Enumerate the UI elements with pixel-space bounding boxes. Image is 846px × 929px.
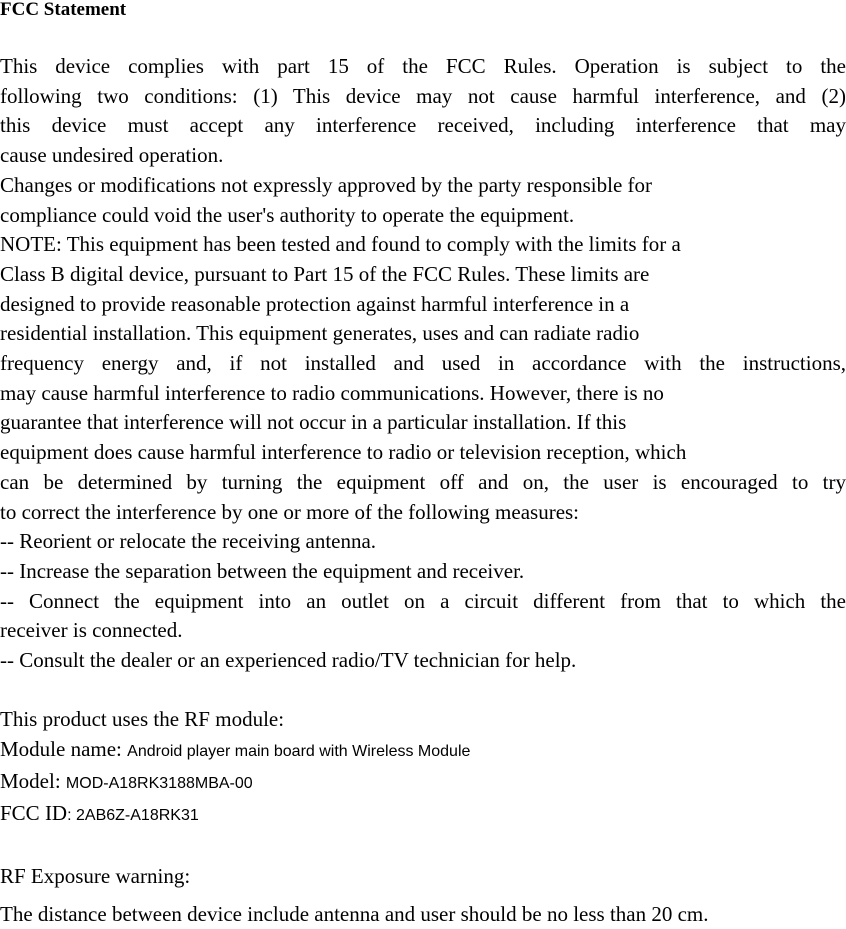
paragraph-line: this device must accept any interference received, including interference that may — [0, 113, 846, 138]
paragraph-line: Changes or modifications not expressly approved by the party responsible for — [0, 172, 653, 197]
rf-exposure-text: The distance between device include antenna and user should be no less than 20 cm. — [0, 902, 709, 926]
paragraph-line: compliance could void the user's authority to operate the equipment. — [0, 202, 575, 227]
paragraph-line: may cause harmful interference to radio communications. However, there is no — [0, 380, 664, 405]
paragraph-line: guarantee that interference will not occur in a particular installation. If this — [0, 410, 627, 435]
paragraph-line: to correct the interference by one or more of the following measures: — [0, 499, 580, 524]
paragraph-line: residential installation. This equipment generates, uses and can radiate radio — [0, 321, 640, 346]
paragraph-line: following two conditions: (1) This device may not cause harmful interference, and (2) — [0, 83, 846, 108]
paragraph-line: cause undesired operation. — [0, 143, 224, 168]
rf-exposure-title: RF Exposure warning: — [0, 864, 191, 888]
model-value: MOD-A18RK3188MBA-00 — [65, 774, 253, 792]
paragraph-line: frequency energy and, if not installed and used in accordance with the instructions, — [0, 351, 846, 376]
rf-module-intro: This product uses the RF module: — [0, 707, 285, 732]
measure-item: -- Consult the dealer or an experienced radio/TV technician for help. — [0, 648, 577, 673]
paragraph-line: can be determined by turning the equipment off and on, the user is encouraged to try — [0, 469, 846, 494]
model-line — [0, 767, 846, 799]
paragraph-line: equipment does cause harmful interference to radio or television reception, which — [0, 440, 687, 465]
paragraph-line: NOTE: This equipment has been tested and found to comply with the limits for a — [0, 232, 681, 257]
measure-item: -- Connect the equipment into an outlet on a circuit different from that to which the — [0, 588, 846, 613]
fcc-id-value: : 2AB6Z-A18RK31 — [67, 806, 199, 824]
paragraph-line: designed to provide reasonable protection against harmful interference in a — [0, 291, 630, 316]
module-name-label: Module name: — [0, 737, 128, 762]
paragraph-line: Class B digital device, pursuant to Part 15 of the FCC Rules. These limits are — [0, 261, 650, 286]
document-title: FCC Statement — [0, 0, 127, 20]
paragraph-line: This device complies with part 15 of the FCC Rules. Operation is subject to the — [0, 54, 846, 78]
module-name-line — [0, 735, 846, 767]
fcc-id-line — [0, 799, 846, 831]
fcc-id-label: FCC ID — [0, 800, 68, 825]
measure-item: -- Reorient or relocate the receiving antenna. — [0, 529, 377, 554]
module-name-value: Android player main board with Wireless Module — [127, 743, 471, 761]
model-label: Model: — [0, 768, 66, 793]
fcc-statement-body — [0, 52, 846, 830]
measure-item-continuation: receiver is connected. — [0, 618, 183, 643]
paragraph-spacer — [0, 676, 846, 706]
measure-item: -- Increase the separation between the equipment and receiver. — [0, 558, 525, 583]
